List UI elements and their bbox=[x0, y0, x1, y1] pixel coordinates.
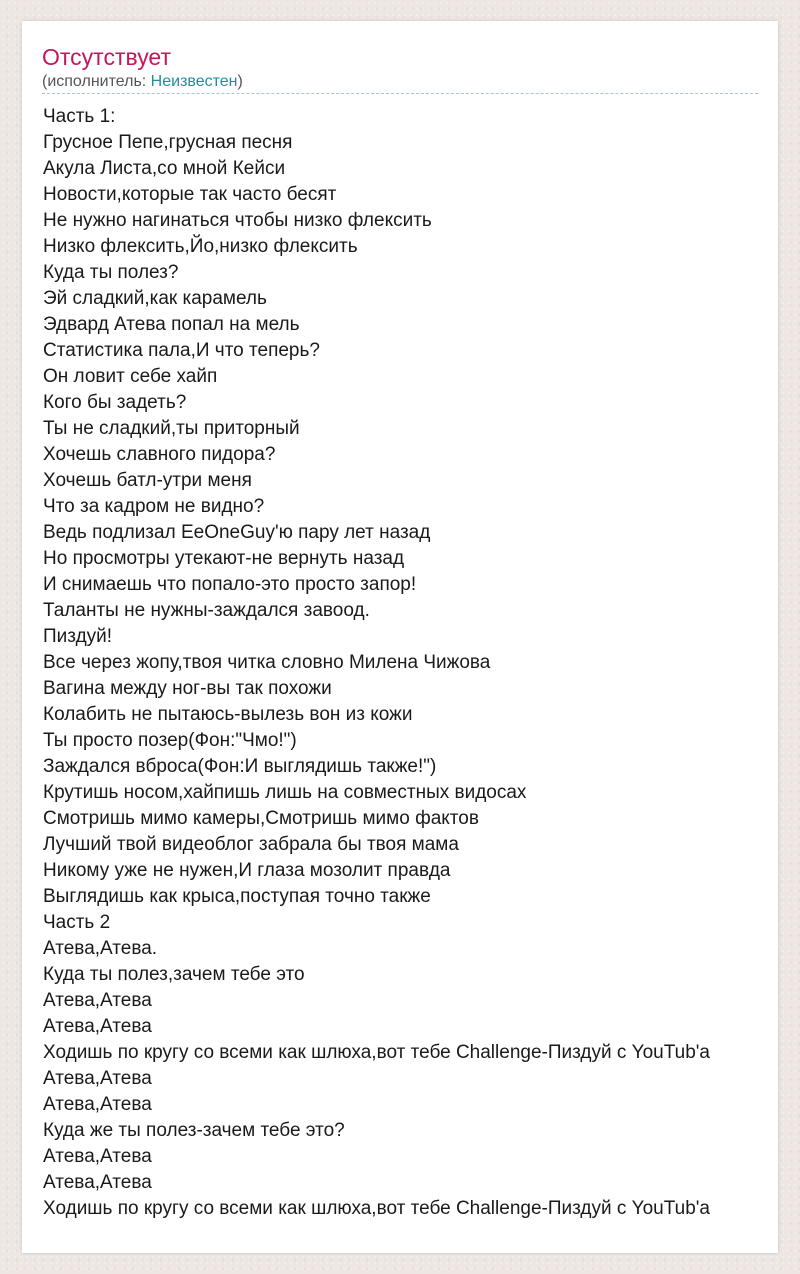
artist-link[interactable]: Неизвестен bbox=[150, 73, 238, 90]
lyric-line: Куда ты полез,зачем тебе это bbox=[43, 964, 305, 985]
lyric-line: Часть 1: bbox=[43, 106, 116, 127]
lyric-line: Никому уже не нужен,И глаза мозолит правда bbox=[43, 860, 451, 881]
lyric-line: Колабить не пытаюсь-вылезь вон из кожи bbox=[43, 704, 413, 725]
lyric-line: Ты просто позер(Фон:"Чмо!") bbox=[43, 730, 297, 751]
lyric-line: Все через жопу,твоя читка словно Милена Чижова bbox=[43, 652, 491, 673]
lyric-line: Таланты не нужны-заждался завоод. bbox=[43, 600, 370, 621]
lyric-line: Ты не сладкий,ты приторный bbox=[43, 418, 300, 439]
lyric-line: Атева,Атева bbox=[43, 1172, 152, 1193]
lyric-line: Эдвард Атева попал на мель bbox=[43, 314, 300, 335]
lyric-line: Выглядишь как крыса,поступая точно также bbox=[43, 886, 431, 907]
lyric-line: Ходишь по кругу со всеми как шлюха,вот тебе Challenge-Пиздуй с YouTub'a bbox=[43, 1198, 710, 1219]
lyric-line: Куда же ты полез-зачем тебе это? bbox=[43, 1120, 345, 1141]
lyric-line: Но просмотры утекают-не вернуть назад bbox=[43, 548, 405, 569]
lyric-line: Низко флексить,Йо,низко флексить bbox=[43, 236, 358, 257]
lyric-line: Ходишь по кругу со всеми как шлюха,вот тебе Challenge-Пиздуй с YouTub'a bbox=[43, 1042, 710, 1063]
lyric-line: Хочешь батл-утри меня bbox=[43, 470, 252, 491]
lyric-line: Куда ты полез? bbox=[43, 262, 179, 283]
lyric-line: Атева,Атева. bbox=[43, 938, 158, 959]
lyric-line: Пиздуй! bbox=[43, 626, 113, 647]
lyric-line: Кого бы задеть? bbox=[43, 392, 187, 413]
lyric-line: Что за кадром не видно? bbox=[43, 496, 265, 517]
lyric-line: Статистика пала,И что теперь? bbox=[43, 340, 320, 361]
lyric-line: Ведь подлизал EeOneGuy'ю пару лет назад bbox=[43, 522, 431, 543]
lyric-line: Атева,Атева bbox=[43, 1094, 152, 1115]
lyric-line: Акула Листа,со мной Кейси bbox=[43, 158, 286, 179]
lyric-line: Лучший твой видеоблог забрала бы твоя мама bbox=[43, 834, 459, 855]
lyric-line: Эй сладкий,как карамель bbox=[43, 288, 267, 309]
lyric-line: Атева,Атева bbox=[43, 1016, 152, 1037]
lyric-line: Заждался вброса(Фон:И выглядишь также!") bbox=[43, 756, 437, 777]
lyric-line: Хочешь славного пидора? bbox=[43, 444, 276, 465]
title-divider bbox=[42, 93, 758, 94]
lyric-line: Вагина между ног-вы так похожи bbox=[43, 678, 332, 699]
lyric-line: Не нужно нагинаться чтобы низко флексить bbox=[43, 210, 432, 231]
song-title: Отсутствует bbox=[42, 44, 171, 70]
lyric-line: И снимаешь что попало-это просто запор! bbox=[43, 574, 417, 595]
lyric-line: Атева,Атева bbox=[43, 1146, 152, 1167]
artist-suffix: ) bbox=[237, 73, 243, 90]
artist-prefix: (исполнитель: bbox=[42, 73, 151, 90]
lyric-line: Он ловит себе хайп bbox=[43, 366, 218, 387]
lyric-line: Крутишь носом,хайпишь лишь на совместных видосах bbox=[43, 782, 527, 803]
artist-line bbox=[42, 72, 243, 92]
lyric-line: Часть 2 bbox=[43, 912, 111, 933]
lyric-line: Атева,Атева bbox=[43, 1068, 152, 1089]
lyric-line: Грусное Пепе,грусная песня bbox=[43, 132, 293, 153]
lyrics-card bbox=[22, 21, 778, 1253]
lyric-line: Новости,которые так часто бесят bbox=[43, 184, 337, 205]
lyric-line: Атева,Атева bbox=[43, 990, 152, 1011]
lyrics-text bbox=[43, 104, 710, 1222]
lyric-line: Смотришь мимо камеры,Смотришь мимо фактов bbox=[43, 808, 479, 829]
